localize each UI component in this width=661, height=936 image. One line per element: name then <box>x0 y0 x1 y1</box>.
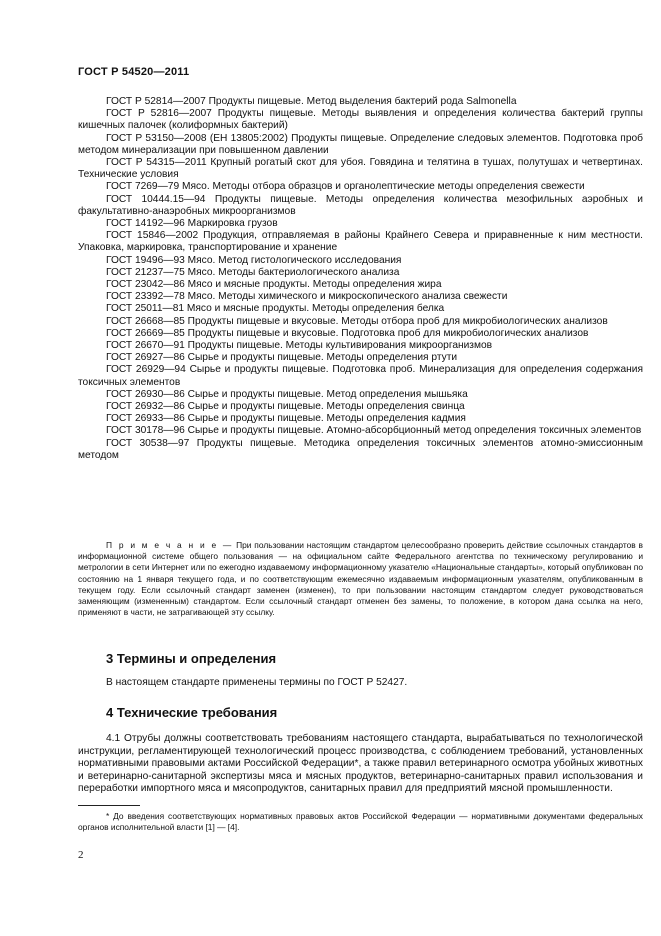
reference-item: ГОСТ 19496—93 Мясо. Метод гистологического исследования <box>106 254 402 266</box>
reference-item: ГОСТ 15846—2002 Продукция, отправляемая в районы Крайнего Севера и приравненные к ним местности. Упаковка, маркировка, транспортирование и хранение <box>78 230 643 254</box>
reference-item: ГОСТ 26670—91 Продукты пищевые. Методы культивирования микроорганизмов <box>106 340 493 352</box>
reference-item: ГОСТ Р 53150—2008 (ЕН 13805:2002) Продукты пищевые. Определение следовых элементов. Подготовка проб методом минерализации при повышенном давлении <box>78 132 643 156</box>
section-4-heading: 4 Технические требования <box>106 705 278 720</box>
note-paragraph <box>78 540 643 618</box>
note-label: П р и м е ч а н и е — <box>106 540 234 550</box>
section-3-heading: 3 Термины и определения <box>106 651 277 666</box>
footnote-divider <box>78 805 140 806</box>
normative-references-list <box>78 96 643 462</box>
section-4-paragraph: 4.1 Отрубы должны соответствовать требованиям настоящего стандарта, вырабатываться по технологической инструкции, регламентирующей технологический процесс производства, с соблюдением требований, установленных нормативными правовыми актами Российской Федерации*, а также правил ветеринарного осмотра убойных животных и ветеринарно-санитарной экспертизы мяса и мясных продуктов, ветеринарно-санитарных правил использования и переработки импортного мяса и мясопродуктов, санитарных правил для предприятий мясной промышленности. <box>78 733 644 795</box>
reference-item: ГОСТ 14192—96 Маркировка грузов <box>106 218 278 230</box>
reference-item: ГОСТ 30538—97 Продукты пищевые. Методика определения токсичных элементов атомно-эмиссионным методом <box>78 437 643 461</box>
reference-item: ГОСТ 7269—79 Мясо. Методы отбора образцов и органолептические методы определения свежести <box>106 181 585 193</box>
document-header: ГОСТ Р 54520—2011 <box>78 66 190 78</box>
reference-item: ГОСТ 26930—86 Сырье и продукты пищевые. Метод определения мышьяка <box>106 388 468 400</box>
reference-item: ГОСТ 26929—94 Сырье и продукты пищевые. Подготовка проб. Минерализация для определения содержания токсичных элементов <box>78 364 643 388</box>
reference-item: ГОСТ 26669—85 Продукты пищевые и вкусовые. Подготовка проб для микробиологических анализов <box>106 327 589 339</box>
reference-item: ГОСТ 26927—86 Сырье и продукты пищевые. Методы определения ртути <box>106 352 458 364</box>
footnote <box>78 811 643 834</box>
reference-item: ГОСТ 30178—96 Сырье и продукты пищевые. Атомно-абсорбционный метод определения токсичных элементов <box>106 425 642 437</box>
reference-item: ГОСТ Р 54315—2011 Крупный рогатый скот для убоя. Говядина и телятина в тушах, полутушах и четвертинах. Технические условия <box>78 157 643 181</box>
note-text: При пользовании настоящим стандартом целесообразно проверить действие ссылочных стандартов в информационной системе общего пользования — на официальном сайте Федерального агентства по техническому регулированию и метрологии в сети Интернет или по ежегодно издаваемому информационному указателю «Национальные стандарты», который опубликован по состоянию на 1 января текущего года, и по соответствующим ежемесячно издаваемым информационным указателям, опубликованным в текущем году. Если ссылочный стандарт заменен (изменен), то при пользовании настоящим стандартом следует руководствоваться заменяющим (измененным) стандартом. Если ссылочный стандарт отменен без замены, то положение, в котором дана ссылка на него, применяют в части, не затрагивающей эту ссылку. <box>78 540 643 618</box>
reference-item: ГОСТ 21237—75 Мясо. Методы бактериологического анализа <box>106 266 400 278</box>
page-number: 2 <box>78 849 84 861</box>
reference-item: ГОСТ Р 52814—2007 Продукты пищевые. Метод выделения бактерий рода Salmonella <box>106 96 517 107</box>
reference-item: ГОСТ 23392—78 Мясо. Методы химического и микроскопического анализа свежести <box>106 291 508 303</box>
reference-item: ГОСТ 26932—86 Сырье и продукты пищевые. Методы определения свинца <box>106 401 465 413</box>
reference-item: ГОСТ 26933—86 Сырье и продукты пищевые. Методы определения кадмия <box>106 413 466 425</box>
footnote-text: * До введения соответствующих нормативных правовых актов Российской Федерации — нормативными документами федеральных органов исполнительной власти [1] — [4]. <box>78 811 643 833</box>
section-4-body <box>78 733 643 796</box>
reference-item: ГОСТ 23042—86 Мясо и мясные продукты. Методы определения жира <box>106 279 442 291</box>
note-block <box>78 540 643 618</box>
reference-item: ГОСТ 10444.15—94 Продукты пищевые. Методы определения количества мезофильных аэробных и факультативно-анаэробных микроорганизмов <box>78 193 643 217</box>
reference-item: ГОСТ 26668—85 Продукты пищевые и вкусовые. Методы отбора проб для микробиологических анализов <box>106 315 608 327</box>
reference-item: ГОСТ Р 52816—2007 Продукты пищевые. Методы выявления и определения количества бактерий группы кишечных палочек (колиформных бактерий) <box>78 108 643 132</box>
reference-item: ГОСТ 25011—81 Мясо и мясные продукты. Методы определения белка <box>106 303 445 315</box>
section-3-text: В настоящем стандарте применены термины по ГОСТ Р 52427. <box>106 677 408 688</box>
